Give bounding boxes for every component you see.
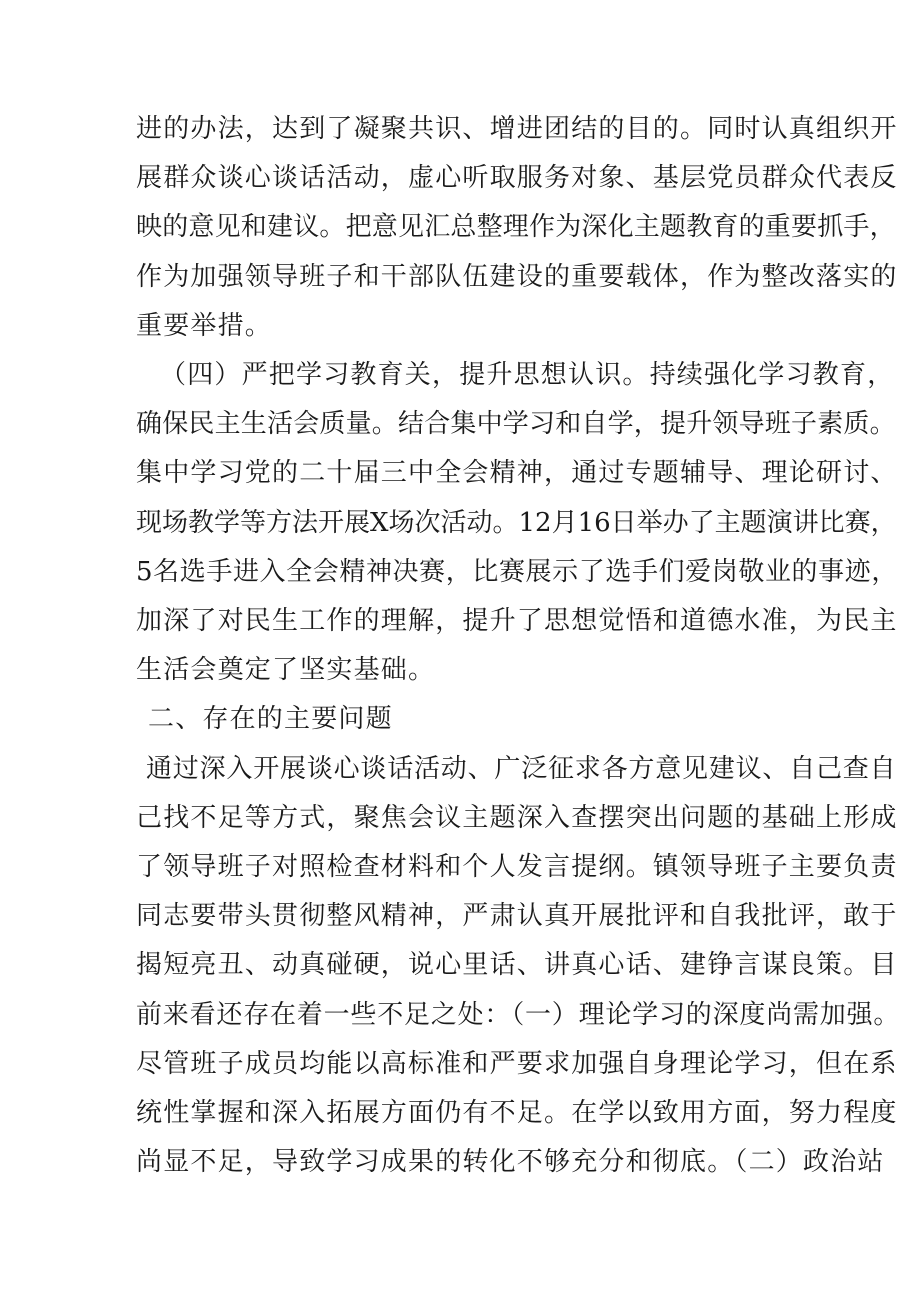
text-line: 加深了对民生工作的理解，提升了思想觉悟和道德水准，为民主 bbox=[136, 606, 898, 636]
paragraph-heading: （四）严把学习教育关，提升思想认识。持续强化学习教育， bbox=[160, 360, 895, 390]
text-line: 己找不足等方式，聚焦会议主题深入查摆突出问题的基础上形成 bbox=[136, 803, 898, 833]
text-line: 揭短亮丑、动真碰硬，说心里话、讲真心话、建铮言谋良策。目 bbox=[136, 950, 898, 980]
text-line: 确保民主生活会质量。结合集中学习和自学，提升领导班子素质。 bbox=[136, 409, 896, 439]
text-line: 展群众谈心谈话活动，虚心听取服务对象、基层党员群众代表反 bbox=[136, 163, 898, 193]
text-line: 前来看还存在着一些不足之处：（一）理论学习的深度尚需加强。 bbox=[136, 1000, 901, 1030]
text-line: 了领导班子对照检查材料和个人发言提纲。镇领导班子主要负责 bbox=[136, 852, 898, 882]
text-line: 尚显不足，导致学习成果的转化不够充分和彻底。（二）政治站 bbox=[136, 1147, 885, 1177]
text-line: 进的办法，达到了凝聚共识、增进团结的目的。同时认真组织开 bbox=[136, 114, 898, 144]
section-heading: 二、存在的主要问题 bbox=[148, 704, 393, 734]
text-line: 5名选手进入全会精神决赛，比赛展示了选手们爱岗敬业的事迹， bbox=[136, 557, 898, 587]
text-line: 重要举措。 bbox=[136, 311, 273, 341]
text-line: 通过深入开展谈心谈话活动、广泛征求各方意见建议、自己查自 bbox=[146, 754, 897, 784]
text-line: 作为加强领导班子和干部队伍建设的重要载体，作为整改落实的 bbox=[136, 262, 898, 292]
text-line: 映的意见和建议。把意见汇总整理作为深化主题教育的重要抓手， bbox=[136, 212, 896, 242]
text-line: 同志要带头贯彻整风精神，严肃认真开展批评和自我批评，敢于 bbox=[136, 901, 898, 931]
text-line: 尽管班子成员均能以高标准和严要求加强自身理论学习，但在系 bbox=[136, 1049, 898, 1079]
text-line: 统性掌握和深入拓展方面仍有不足。在学以致用方面，努力程度 bbox=[136, 1098, 898, 1128]
text-line: 集中学习党的二十届三中全会精神，通过专题辅导、理论研讨、 bbox=[136, 458, 898, 488]
text-line: 生活会奠定了坚实基础。 bbox=[136, 655, 436, 685]
text-line: 现场教学等方法开展X场次活动。12月16日举办了主题演讲比赛， bbox=[136, 508, 897, 538]
